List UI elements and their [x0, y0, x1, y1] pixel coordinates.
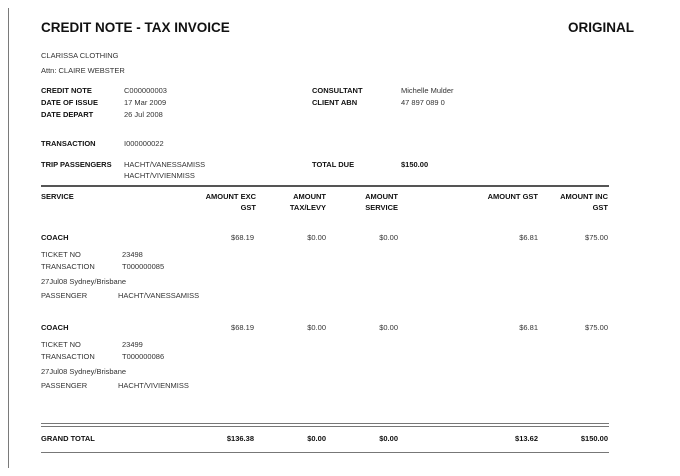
- client-abn-value: 47 897 089 0: [401, 98, 445, 107]
- transaction-label: TRANSACTION: [41, 139, 96, 148]
- credit-note-value: C000000003: [124, 86, 167, 95]
- ticket-no-value: 23498: [122, 250, 143, 259]
- grand-total-top-rule-2: [41, 426, 609, 427]
- customer-attention: Attn: CLAIRE WEBSTER: [41, 66, 125, 75]
- date-depart-label: DATE DEPART: [41, 110, 94, 119]
- passenger-value: HACHT/VIVIENMISS: [118, 381, 189, 390]
- copy-type-label: ORIGINAL: [568, 20, 634, 35]
- col-amount-tax-header-2: TAX/LEVY: [289, 203, 326, 212]
- trip-passenger-2: HACHT/VIVIENMISS: [124, 171, 195, 180]
- document-title: CREDIT NOTE - TAX INVOICE: [41, 20, 230, 35]
- client-abn-label: CLIENT ABN: [312, 98, 358, 107]
- grand-total-label: GRAND TOTAL: [41, 434, 95, 443]
- col-amount-tax-header-1: AMOUNT: [293, 192, 326, 201]
- table-row-tax-levy: $0.00: [307, 323, 326, 332]
- col-amount-inc-header-1: AMOUNT INC: [560, 192, 608, 201]
- table-row-tax-levy: $0.00: [307, 233, 326, 242]
- table-row-service-amount: $0.00: [379, 323, 398, 332]
- col-amount-exc-header-2: GST: [240, 203, 256, 212]
- total-due-value: $150.00: [401, 160, 429, 169]
- table-row-amount-inc: $75.00: [585, 233, 608, 242]
- col-service-header: SERVICE: [41, 192, 74, 201]
- grand-total-amount-inc: $150.00: [580, 434, 608, 443]
- table-row-amount-inc: $75.00: [585, 323, 608, 332]
- consultant-value: Michelle Mulder: [401, 86, 454, 95]
- row-transaction-label: TRANSACTION: [41, 352, 95, 361]
- passenger-label: PASSENGER: [41, 381, 88, 390]
- row-transaction-value: T000000085: [122, 262, 165, 271]
- row-transaction-label: TRANSACTION: [41, 262, 95, 271]
- passenger-value: HACHT/VANESSAMISS: [118, 291, 200, 300]
- customer-company: CLARISSA CLOTHING: [41, 51, 119, 60]
- table-row-gst: $6.81: [519, 233, 538, 242]
- col-amount-gst-header: AMOUNT GST: [487, 192, 538, 201]
- date-of-issue-value: 17 Mar 2009: [124, 98, 167, 107]
- grand-total-gst: $13.62: [515, 434, 538, 443]
- table-row-gst: $6.81: [519, 323, 538, 332]
- transaction-value: I000000022: [124, 139, 164, 148]
- trip-passengers-label: TRIP PASSENGERS: [41, 160, 112, 169]
- table-row-service: COACH: [41, 323, 69, 332]
- date-depart-value: 26 Jul 2008: [124, 110, 163, 119]
- passenger-label: PASSENGER: [41, 291, 88, 300]
- grand-total-service: $0.00: [379, 434, 398, 443]
- consultant-label: CONSULTANT: [312, 86, 363, 95]
- left-border-line: [8, 8, 9, 468]
- ticket-no-label: TICKET NO: [41, 340, 81, 349]
- route-text: 27Jul08 Sydney/Brisbane: [41, 277, 127, 286]
- route-text: 27Jul08 Sydney/Brisbane: [41, 367, 127, 376]
- col-amount-service-header-1: AMOUNT: [365, 192, 398, 201]
- col-amount-service-header-2: SERVICE: [365, 203, 398, 212]
- grand-total-top-rule-1: [41, 423, 609, 424]
- total-due-label: TOTAL DUE: [312, 160, 355, 169]
- date-of-issue-label: DATE OF ISSUE: [41, 98, 98, 107]
- grand-total-bottom-rule: [41, 452, 609, 453]
- col-amount-inc-header-2: GST: [592, 203, 608, 212]
- row-transaction-value: T000000086: [122, 352, 165, 361]
- ticket-no-label: TICKET NO: [41, 250, 81, 259]
- trip-passenger-1: HACHT/VANESSAMISS: [124, 160, 206, 169]
- table-row-service-amount: $0.00: [379, 233, 398, 242]
- table-row-amount-exc: $68.19: [231, 233, 254, 242]
- table-top-rule: [41, 185, 609, 187]
- ticket-no-value: 23499: [122, 340, 143, 349]
- grand-total-tax-levy: $0.00: [307, 434, 326, 443]
- table-row-service: COACH: [41, 233, 69, 242]
- grand-total-amount-exc: $136.38: [226, 434, 254, 443]
- col-amount-exc-header-1: AMOUNT EXC: [205, 192, 256, 201]
- credit-note-label: CREDIT NOTE: [41, 86, 92, 95]
- table-row-amount-exc: $68.19: [231, 323, 254, 332]
